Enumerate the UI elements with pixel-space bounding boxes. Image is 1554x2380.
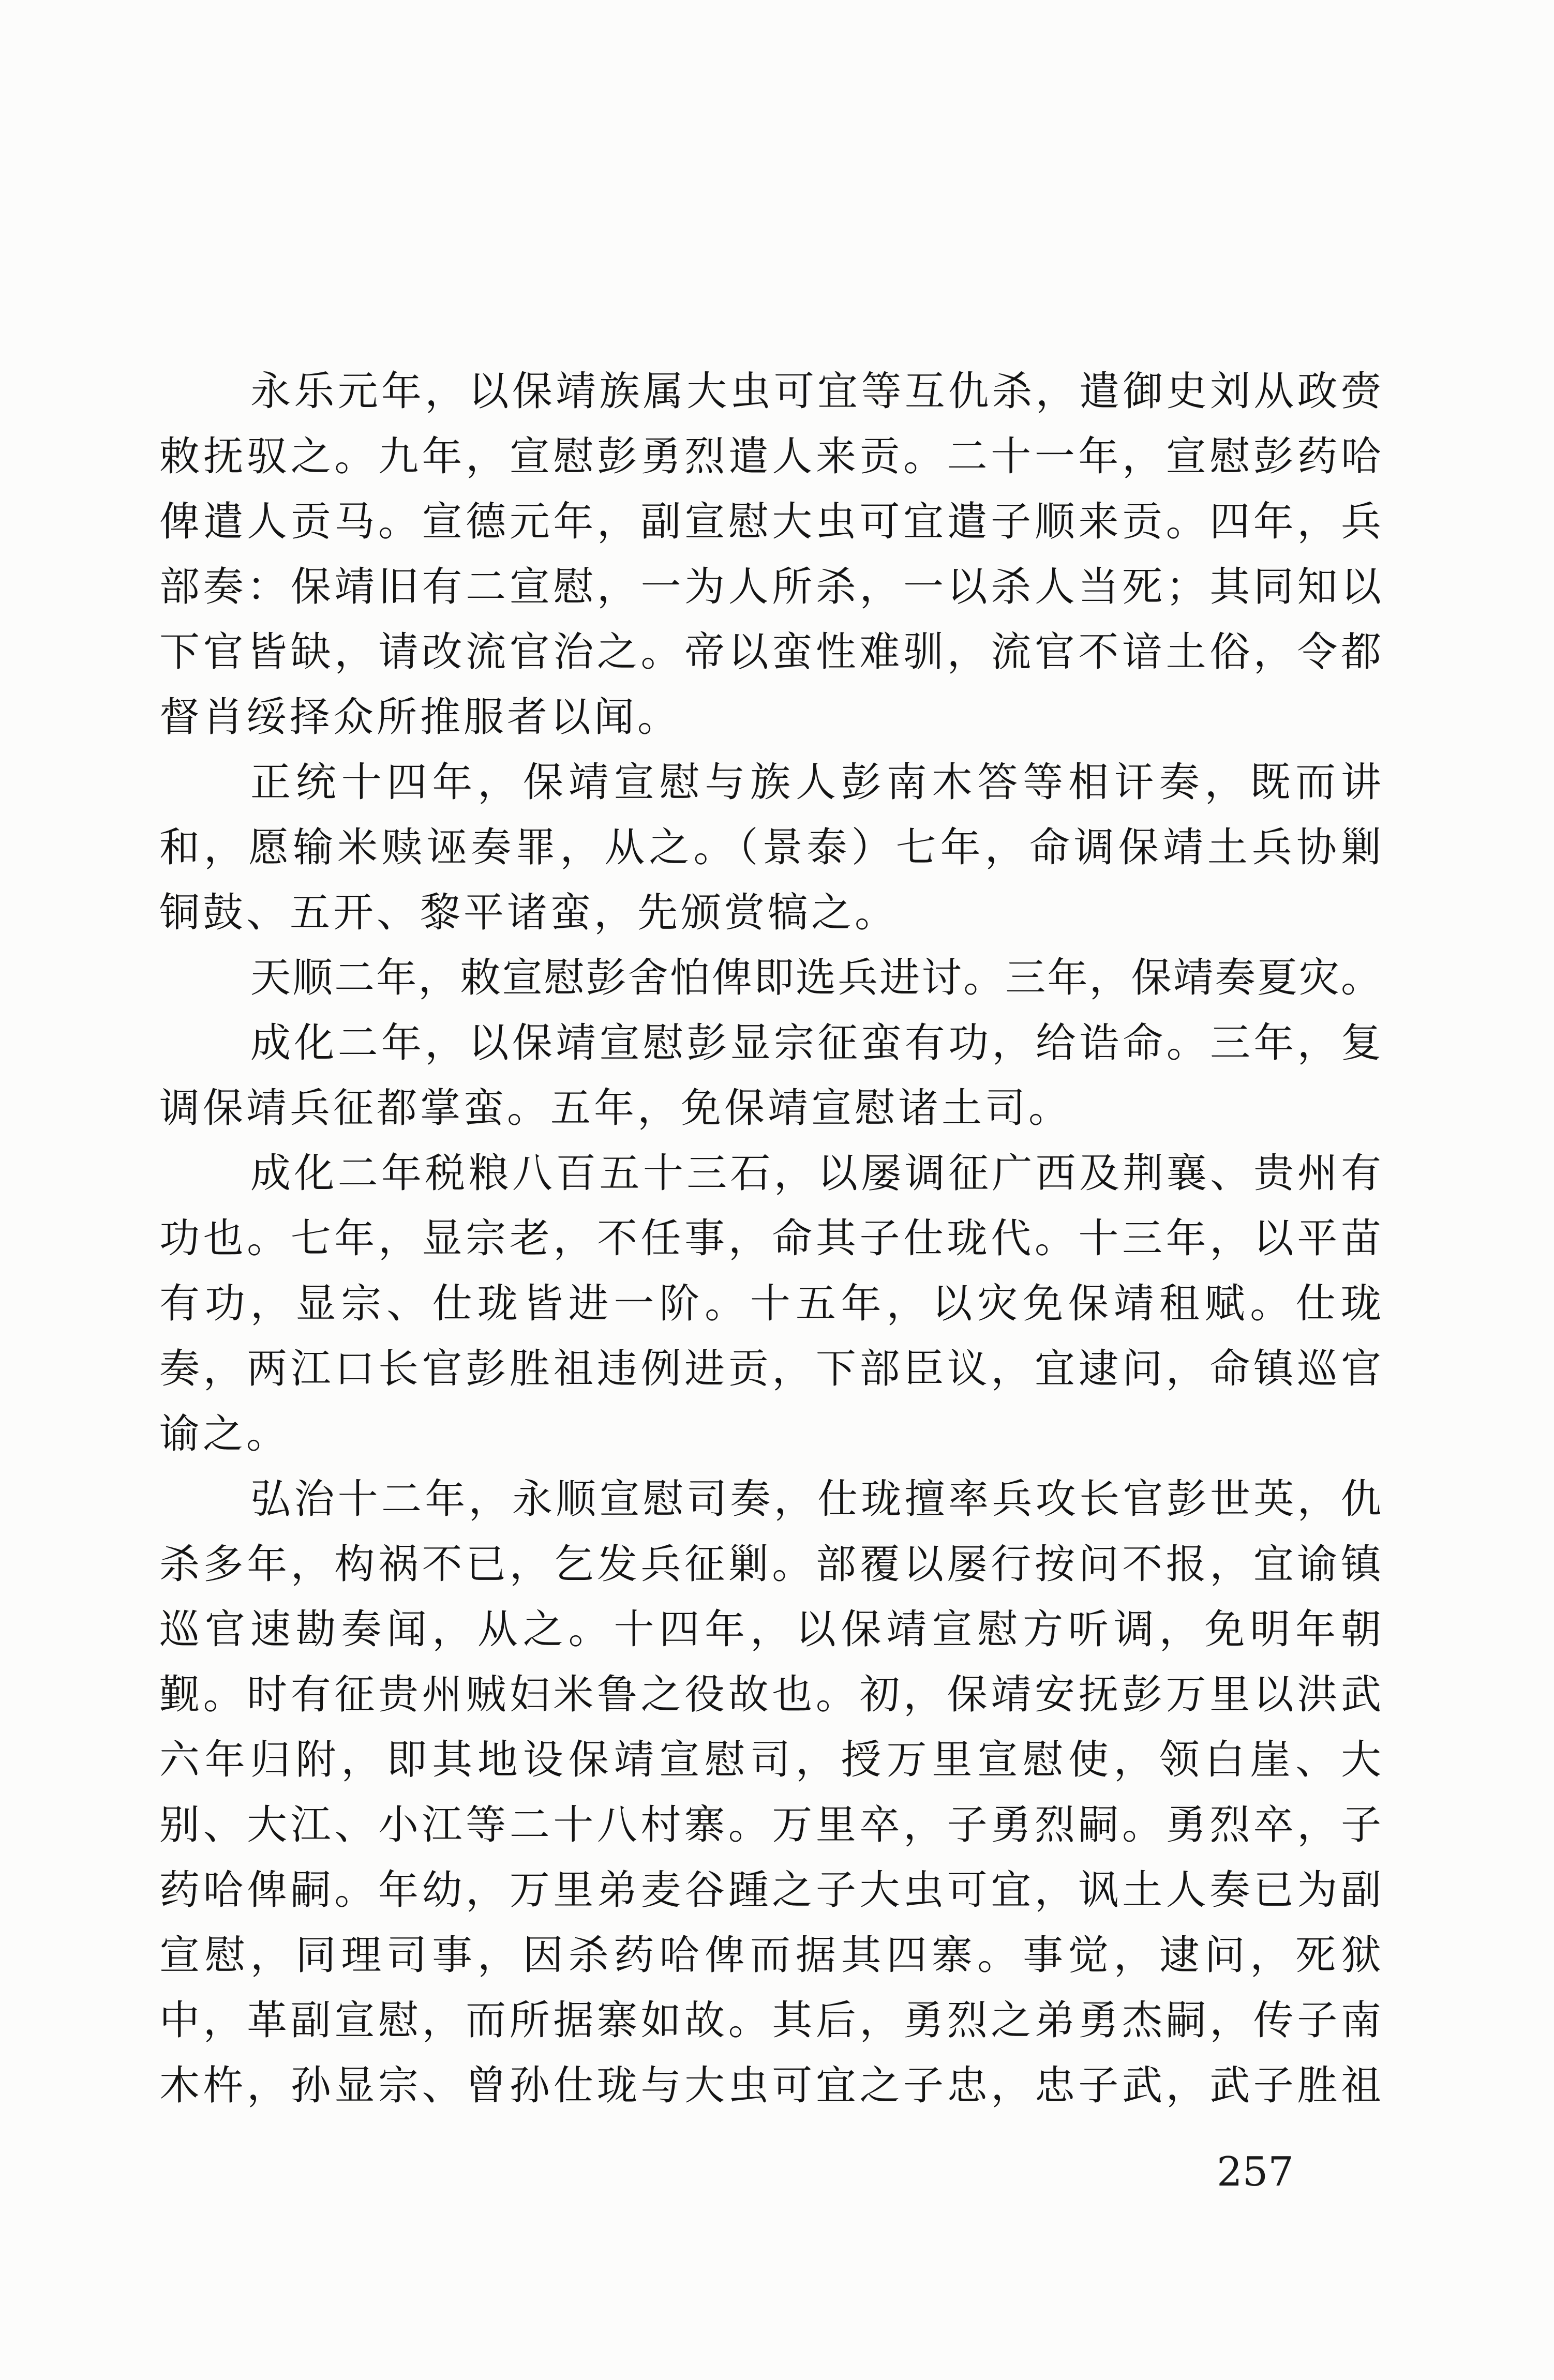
paragraph-zhengtong bbox=[159, 750, 1381, 945]
text-line: 铜鼓、五开、黎平诸蛮，先颁赏犒之。 bbox=[159, 890, 899, 936]
text-line: 谕之。 bbox=[159, 1411, 290, 1457]
text-line: 俾遣人贡马。宣德元年，副宣慰大虫可宜遣子顺来贡。四年，兵 bbox=[159, 499, 1381, 545]
text-line: 督肖绥择众所推服者以闻。 bbox=[159, 694, 681, 741]
text-line: 成化二年，以保靖宣慰彭显宗征蛮有功，给诰命。三年，复 bbox=[250, 1020, 1381, 1066]
text-line: 敕抚驭之。九年，宣慰彭勇烈遣人来贡。二十一年，宣慰彭药哈 bbox=[159, 433, 1381, 480]
text-line: 部奏：保靖旧有二宣慰，一为人所杀，一以杀人当死；其同知以 bbox=[159, 564, 1381, 610]
text-line: 六年归附，即其地设保靖宣慰司，授万里宣慰使，领白崖、大 bbox=[159, 1737, 1381, 1783]
paragraph-yongle bbox=[159, 359, 1381, 750]
paragraph-hongzhi bbox=[159, 1467, 1381, 2118]
page-number: 257 bbox=[1217, 2149, 1294, 2195]
text-line: 永乐元年，以保靖族属大虫可宜等互仇杀，遣御史刘从政赍 bbox=[250, 368, 1381, 415]
text-line: 有功，显宗、仕珑皆进一阶。十五年，以灾免保靖租赋。仕珑 bbox=[159, 1281, 1381, 1327]
text-line: 奏，两江口长官彭胜祖违例进贡，下部臣议，宜逮问，命镇巡官 bbox=[159, 1346, 1381, 1392]
text-line: 觐。时有征贵州贼妇米鲁之役故也。初，保靖安抚彭万里以洪武 bbox=[159, 1671, 1381, 1718]
text-line: 宣慰，同理司事，因杀药哈俾而据其四寨。事觉，逮问，死狱 bbox=[159, 1932, 1381, 1979]
text-line: 中，革副宣慰，而所据寨如故。其后，勇烈之弟勇杰嗣，传子南 bbox=[159, 1997, 1381, 2044]
text-line: 药哈俾嗣。年幼，万里弟麦谷踵之子大虫可宜，讽土人奏已为副 bbox=[159, 1867, 1381, 1914]
paragraph-chenghua-2 bbox=[159, 1141, 1381, 1467]
text-line: 弘治十二年，永顺宣慰司奏，仕珑擅率兵攻长官彭世英，仇 bbox=[250, 1476, 1381, 1523]
paragraph-chenghua-1 bbox=[159, 1011, 1381, 1141]
text-line: 和，愿输米赎诬奏罪，从之。（景泰）七年，命调保靖土兵协剿 bbox=[159, 824, 1381, 871]
text-line: 成化二年税粮八百五十三石，以屡调征广西及荆襄、贵州有 bbox=[250, 1150, 1381, 1197]
body-text bbox=[159, 359, 1381, 2118]
text-line: 木杵，孙显宗、曾孙仕珑与大虫可宜之子忠，忠子武，武子胜祖 bbox=[159, 2062, 1381, 2109]
text-line: 杀多年，构祸不已，乞发兵征剿。部覆以屡行按问不报，宜谕镇 bbox=[159, 1541, 1381, 1588]
text-line: 天顺二年，敕宣慰彭舍怕俾即选兵进讨。三年，保靖奏夏灾。 bbox=[250, 955, 1381, 1001]
text-line: 功也。七年，显宗老，不任事，命其子仕珑代。十三年，以平苗 bbox=[159, 1215, 1381, 1262]
text-line: 调保靖兵征都掌蛮。五年，免保靖宣慰诸土司。 bbox=[159, 1085, 1072, 1132]
text-line: 别、大江、小江等二十八村寨。万里卒，子勇烈嗣。勇烈卒，子 bbox=[159, 1802, 1381, 1848]
text-line: 正统十四年，保靖宣慰与族人彭南木答等相讦奏，既而讲 bbox=[250, 759, 1381, 806]
paragraph-tianshun bbox=[159, 945, 1381, 1011]
text-line: 巡官速勘奏闻，从之。十四年，以保靖宣慰方听调，免明年朝 bbox=[159, 1606, 1381, 1653]
text-line: 下官皆缺，请改流官治之。帝以蛮性难驯，流官不谙土俗，令都 bbox=[159, 629, 1381, 675]
